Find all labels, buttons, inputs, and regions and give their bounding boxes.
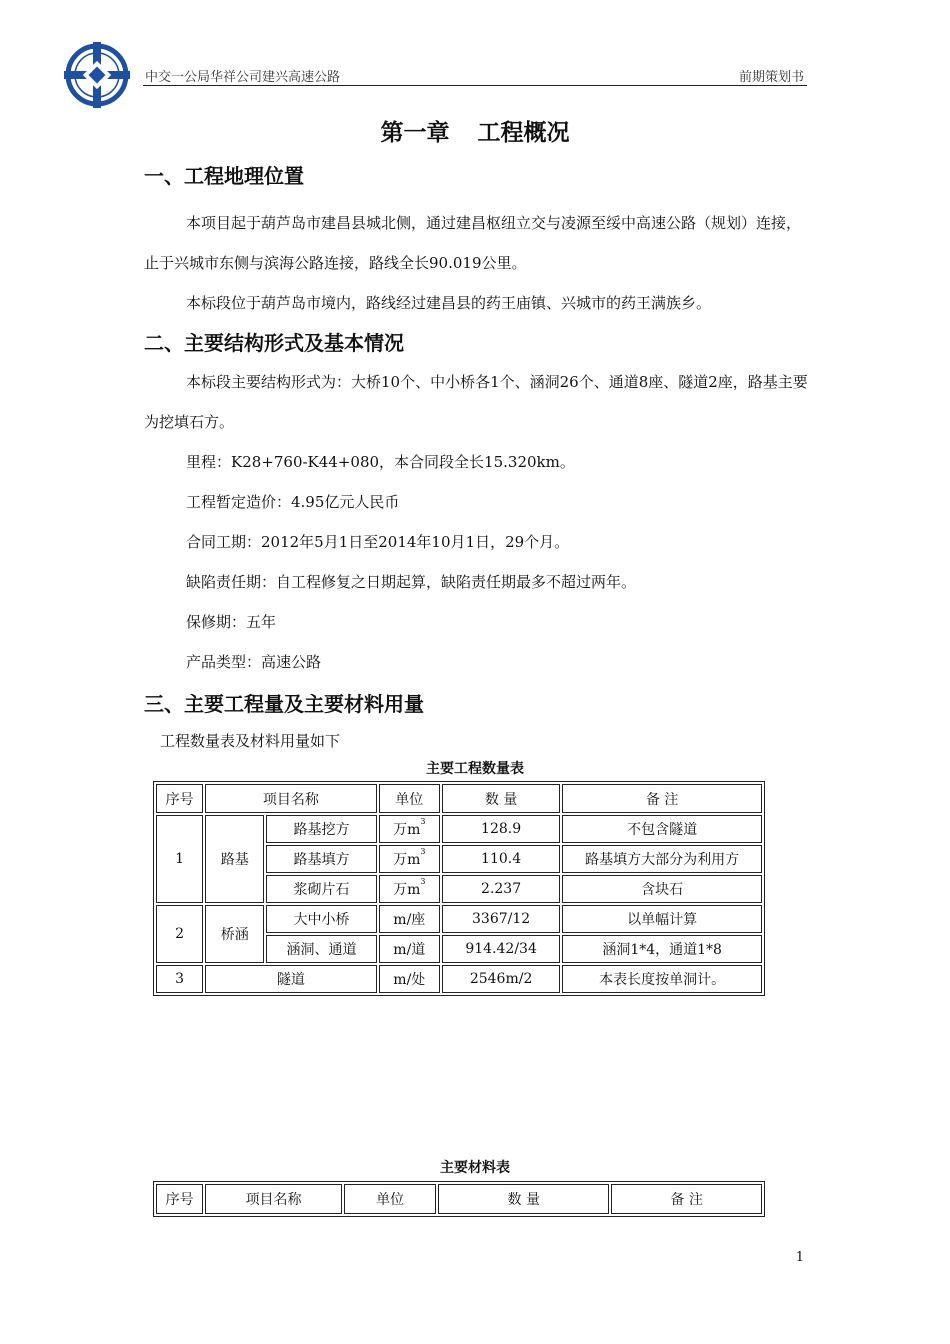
quantity-table	[153, 781, 765, 996]
header-cell: 备 注	[562, 784, 762, 813]
section1-para1: 本项目起于葫芦岛市建昌县城北侧，通过建昌枢纽立交与凌源至绥中高速公路（规划）连接，止于兴城市东侧与滨海公路连接，路线全长90.019公里。	[144, 214, 802, 272]
row-qty: 2546m/2	[442, 965, 560, 993]
header-divider	[143, 85, 807, 86]
row-item: 大中小桥	[266, 905, 376, 933]
table-header-row	[156, 784, 762, 813]
row-note: 涵洞1*4，通道1*8	[562, 935, 762, 963]
table-row	[156, 965, 762, 993]
chapter-title	[0, 114, 950, 147]
row-unit: m/处	[379, 965, 440, 993]
row-note: 以单幅计算	[562, 905, 762, 933]
row-unit: 万$m^3$	[379, 815, 440, 843]
chapter-number: 第一章	[380, 120, 450, 146]
section2-para1: 本标段主要结构形式为：大桥10个、中小桥各1个、涵洞26个、通道8座、隧道2座，路基主要为挖填石方。	[144, 373, 808, 431]
row-item: 浆砌片石	[266, 875, 376, 903]
header-cell: 备 注	[611, 1184, 762, 1214]
row-note: 含块石	[562, 875, 762, 903]
row-number: 1	[156, 815, 203, 903]
section1-para2: 本标段位于葫芦岛市境内，路线经过建昌县的药王庙镇、兴城市的药王满族乡。	[186, 294, 712, 312]
row-qty: 110.4	[442, 845, 560, 873]
row-note: 本表长度按单洞计。	[562, 965, 762, 993]
table-header-row	[156, 1184, 762, 1214]
page-number: 1	[795, 1250, 804, 1265]
row-qty: 3367/12	[442, 905, 560, 933]
section2-warranty: 保修期：五年	[186, 613, 277, 631]
row-unit: m/道	[379, 935, 440, 963]
table1-caption: 主要工程数量表	[426, 761, 524, 777]
header-company: 中交一公局华祥公司建兴高速公路	[145, 70, 341, 85]
section2-duration: 合同工期：2012年5月1日至2014年10月1日，29个月。	[186, 533, 570, 551]
row-category: 路基	[205, 815, 264, 903]
row-category: 隧道	[205, 965, 377, 993]
section2-mileage: 里程：K28+760-K44+080，本合同段全长15.320km。	[186, 453, 575, 471]
section3-heading: 三、主要工程量及主要材料用量	[144, 692, 424, 716]
section3-intro: 工程数量表及材料用量如下	[160, 732, 341, 750]
header-cell: 数 量	[438, 1184, 609, 1214]
company-logo	[64, 42, 130, 108]
section1-heading: 一、工程地理位置	[144, 164, 304, 188]
row-category: 桥涵	[205, 905, 264, 963]
row-number: 3	[156, 965, 203, 993]
header-doc-type: 前期策划书	[738, 70, 804, 85]
table2-caption: 主要材料表	[440, 1160, 510, 1176]
row-qty: 914.42/34	[442, 935, 560, 963]
row-unit: 万$m^3$	[379, 845, 440, 873]
section2-cost: 工程暂定造价：4.95亿元人民币	[186, 493, 400, 511]
header-cell: 项目名称	[205, 784, 377, 813]
header-cell: 单位	[379, 784, 440, 813]
row-item: 路基挖方	[266, 815, 376, 843]
table-row	[156, 815, 762, 843]
header-cell: 序号	[156, 784, 203, 813]
section2-defect: 缺陷责任期：自工程修复之日期起算，缺陷责任期最多不超过两年。	[186, 573, 637, 591]
header-cell: 单位	[344, 1184, 436, 1214]
section2-product: 产品类型：高速公路	[186, 653, 322, 671]
chapter-name: 工程概况	[477, 120, 570, 146]
row-item: 涵洞、通道	[266, 935, 376, 963]
header-cell: 序号	[156, 1184, 203, 1214]
row-note: 路基填方大部分为利用方	[562, 845, 762, 873]
row-note: 不包含隧道	[562, 815, 762, 843]
row-qty: 128.9	[442, 815, 560, 843]
row-number: 2	[156, 905, 203, 963]
row-unit: 万$m^3$	[379, 875, 440, 903]
materials-table	[153, 1181, 765, 1217]
row-unit: m/座	[379, 905, 440, 933]
row-item: 路基填方	[266, 845, 376, 873]
table-row	[156, 905, 762, 933]
header-cell: 项目名称	[205, 1184, 342, 1214]
header-cell: 数 量	[442, 784, 560, 813]
row-qty: 2.237	[442, 875, 560, 903]
section2-heading: 二、主要结构形式及基本情况	[144, 331, 404, 355]
